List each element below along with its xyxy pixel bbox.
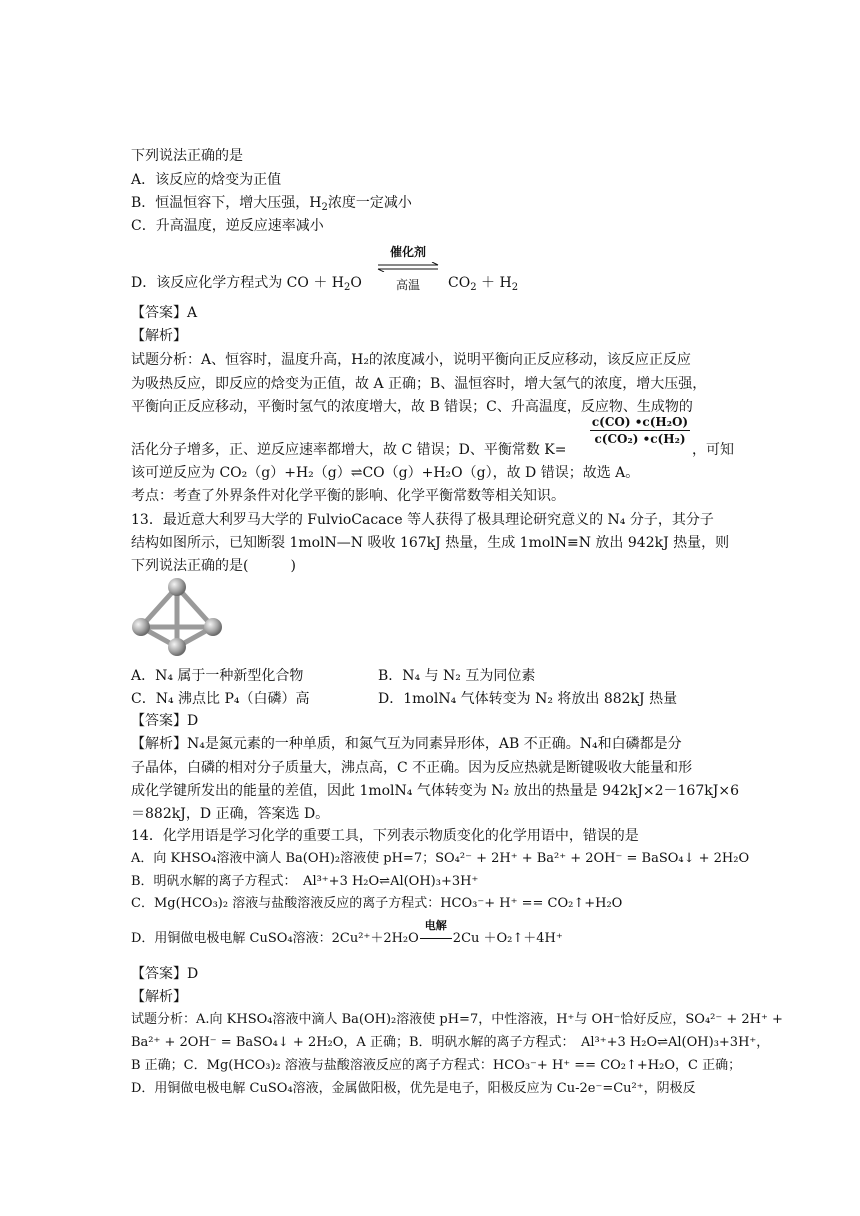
q14-analysis-title: 【解析】: [131, 989, 187, 1005]
q13-explanation-line: ＝882kJ，D 正确，答案选 D。: [131, 806, 330, 822]
q12-option-c: C．升高温度，逆反应速率减小: [131, 218, 324, 234]
q12-analysis-line: 平衡向正反应移动，平衡时氢气的浓度增大，故 B 错误；C、升高温度，反应物、生成物的: [131, 399, 693, 415]
fraction-numerator: c(CO) •c(H₂O): [591, 415, 689, 429]
q14-option-b: B．明矾水解的离子方程式： Al³⁺+3 H₂O⇌Al(OH)₃+3H⁺: [131, 874, 479, 889]
q14-explanation-line: B 正确；C．Mg(HCO₃)₂ 溶液与盐酸溶液反应的离子方程式：HCO₃⁻+ H⁺ == CO₂↑+H₂O，C 正确；: [131, 1058, 742, 1073]
q12-analysis-line: 该可逆反应为 CO₂（g）+H₂（g）⇌CO（g）+H₂O（g），故 D 错误；故选 A。: [131, 465, 640, 481]
q13-explanation-line: 成化学键所发出的能量的差值，因此 1molN₄ 气体转变为 N₂ 放出的热量是 942kJ×2－167kJ×6: [131, 783, 739, 799]
q13-explanation-line: 子晶体，白磷的相对分子质量大，沸点高，C 不正确。因为反应热就是断键吸收大能量和形: [131, 760, 693, 776]
q14-explanation-line: Ba²⁺ + 2OH⁻ = BaSO₄↓ + 2H₂O，A 正确；B．明矾水解的离子方程式： Al³⁺+3 H₂O⇌Al(OH)₃+3H⁺，: [131, 1035, 770, 1050]
q14-option-c: C．Mg(HCO₃)₂ 溶液与盐酸溶液反应的离子方程式：HCO₃⁻+ H⁺ == CO₂↑+H₂O: [131, 896, 623, 911]
fraction-denominator: c(CO₂) •c(H₂): [594, 432, 686, 446]
q12-analysis-line: 活化分子增多，正、逆反应速率都增大，故 C 错误；D、平衡常数 K=: [131, 442, 567, 458]
q12-option-d-products: $CO_2 + H_2$: [448, 275, 519, 293]
q12-analysis-line: 试题分析：A、恒容时，温度升高，H₂的浓度减小，说明平衡向正反应移动，该反应正反应: [131, 352, 691, 368]
q13-option-a: A．N₄ 属于一种新型化合物: [131, 668, 304, 684]
q12-stem: 下列说法正确的是: [131, 148, 243, 164]
q14-explanation-line: D．用铜做电极电解 CuSO₄溶液，金属做阳极，优先是电子，阳极反应为 Cu-2e⁻=Cu²⁺，阴极反: [131, 1081, 696, 1096]
q13-answer: 【答案】D: [131, 713, 199, 729]
q13-explanation-line: 【解析】N₄是氮元素的一种单质，和氮气互为同素异形体，AB 不正确。N₄和白磷都是分: [131, 736, 682, 752]
q13-stem-line: 13．最近意大利罗马大学的 FulvioCacace 等人获得了极具理论研究意义的 N₄ 分子，其分子: [131, 512, 714, 528]
reversible-arrow-icon: 催化剂 高温: [376, 243, 440, 293]
q13-option-d: D．1molN₄ 气体转变为 N₂ 将放出 882kJ 热量: [378, 691, 678, 707]
q13-stem-line: 下列说法正确的是( ): [131, 558, 296, 574]
q14-explanation-line: 试题分析：A.向 KHSO₄溶液中滴人 Ba(OH)₂溶液使 pH=7，中性溶液，H⁺与 OH⁻恰好反应，SO₄²⁻ + 2H⁺ +: [131, 1012, 783, 1027]
q13-stem-line: 结构如图所示，已知断裂 1molN—N 吸收 167kJ 热量，生成 1molN≡N 放出 942kJ 热量，则: [131, 535, 730, 551]
electrolysis-arrow-icon: 电解: [419, 929, 453, 949]
q14-option-d: D．用铜做电极电解 CuSO₄溶液：2Cu²⁺＋2H₂O 电解 2Cu ＋O₂↑＋4H⁺: [131, 929, 563, 949]
q14-answer: 【答案】D: [131, 966, 199, 982]
q12-analysis-line-end: ，可知: [692, 442, 734, 458]
q14-option-a: A．向 KHSO₄溶液中滴人 Ba(OH)₂溶液使 pH=7；SO₄²⁻ + 2H⁺ + Ba²⁺ + 2OH⁻ = BaSO₄↓ + 2H₂O: [131, 851, 750, 866]
n4-tetrahedron-molecule-icon: [131, 577, 223, 659]
q13-option-b: B．N₄ 与 N₂ 互为同位素: [378, 668, 536, 684]
q12-analysis-line: 为吸热反应，即反应的焓变为正值，故 A 正确；B、温恒容时，增大氢气的浓度，增大压强，: [131, 376, 707, 392]
q12-kaodian: 考点：考查了外界条件对化学平衡的影响、化学平衡常数等相关知识。: [131, 488, 565, 504]
q12-option-a: A．该反应的焓变为正值: [131, 172, 282, 188]
equilibrium-constant-fraction: [590, 415, 690, 446]
q12-analysis-title: 【解析】: [131, 328, 187, 344]
fraction-bar: [590, 430, 690, 431]
q12-option-d: D．该反应化学方程式为 CO ＋ $H_2O$: [131, 275, 362, 293]
q12-answer: 【答案】A: [131, 305, 198, 321]
q14-stem: 14．化学用语是学习化学的重要工具，下列表示物质变化的化学用语中，错误的是: [131, 828, 639, 844]
q12-option-b: B．恒温恒容下，增大压强，$H_2$浓度一定减小: [131, 195, 412, 213]
q13-option-c: C．N₄ 沸点比 P₄（白磷）高: [131, 691, 310, 707]
